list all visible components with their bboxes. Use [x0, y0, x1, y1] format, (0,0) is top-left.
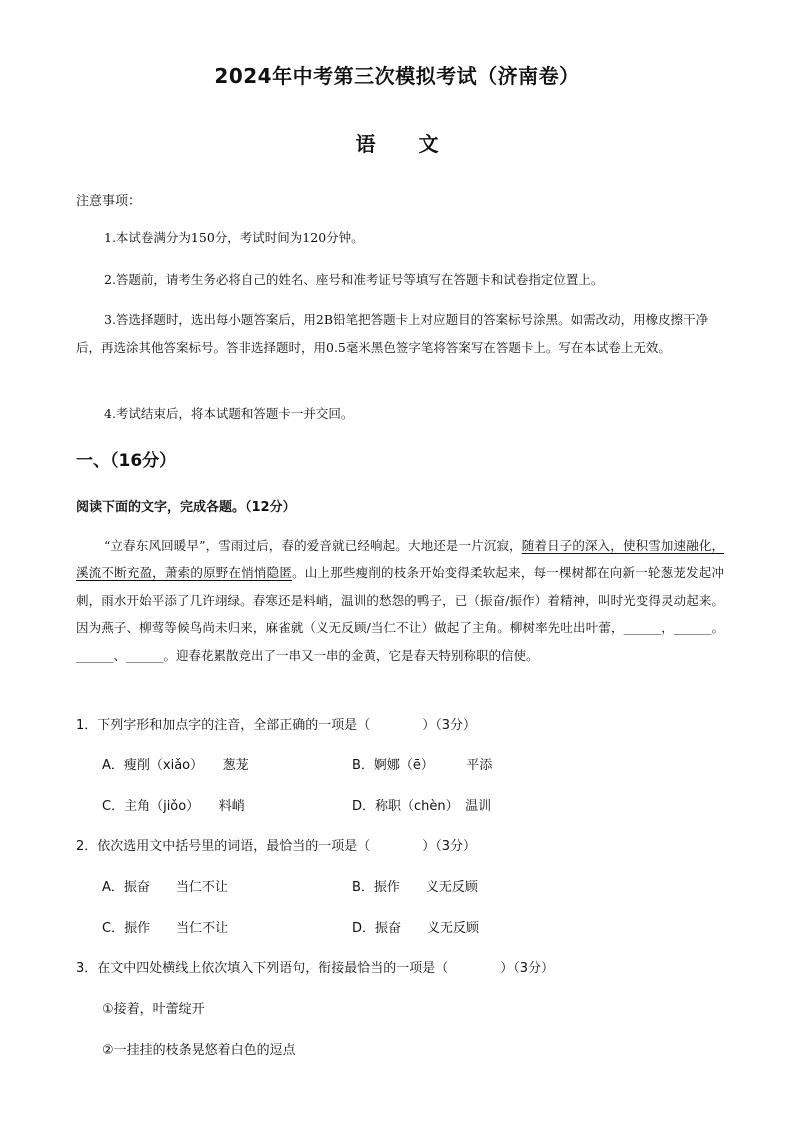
question-3-item-2: ②一挂挂的枝条晃悠着白色的逗点 [102, 1043, 296, 1058]
exam-subject: 语 文 [355, 132, 457, 156]
question-1-stem: 1．下列字形和加点字的注音，全部正确的一项是（ ）（3分） [76, 718, 477, 733]
question-3-stem: 3．在文中四处横线上依次填入下列语句，衔接最恰当的一项是（ ）（3分） [76, 961, 555, 976]
passage-text-1: “立春东风回暖早”，雪雨过后，春的爱音就已经响起。大地还是一片沉寂， [104, 538, 522, 553]
question-1-option-a: A．瘦削（xiǎo） 葱茏 [102, 758, 249, 773]
reading-instruction: 阅读下面的文字，完成各题。（12分） [76, 500, 296, 515]
notice-item-4: 4.考试结束后，将本试题和答题卡一并交回。 [104, 406, 354, 421]
question-1-option-b: B．婀娜（ē） 平添 [352, 758, 493, 773]
passage-text-2: 。山上那些瘦削的枝条开始变得柔软起来，每一棵树都在向新一轮葱茏发起冲刺，雨水开始平添了几许翊绿。春寒还是料峭，温训的愁怨的鸭子，已（振奋/振作）着精神，叫时光变得灵动起来。因为燕子、柳莺等候鸟尚未归来，麻雀就（义无反顾/当仁不让）做起了主角。柳树率先吐出叶蕾，______，______。______、______。迎春花累散竞出了一串又一串的金黄，它是春天特别称职的信使。 [76, 565, 724, 663]
question-1-option-d: D．称职（chèn） 温训 [352, 799, 492, 814]
exam-title: 2024年中考第三次模拟考试（济南卷） [214, 64, 580, 88]
notice-item-1: 1.本试卷满分为150分，考试时间为120分钟。 [104, 230, 364, 245]
question-3-item-1: ①接着，叶蕾绽开 [102, 1002, 205, 1017]
question-2-option-b: B．振作 义无反顾 [352, 880, 478, 895]
question-2-option-c: C．振作 当仁不让 [102, 921, 229, 936]
question-2-option-d: D．振奋 义无反顾 [352, 921, 480, 936]
question-2-option-a: A．振奋 当仁不让 [102, 880, 228, 895]
passage-underlined-sentence: 随着日子的深入，使积雪加速融化，溪流不断充盈，萧索的原野在悄悄隐匿 [76, 538, 724, 581]
question-2-stem: 2．依次选用文中括号里的词语，最恰当的一项是（ ）（3分） [76, 839, 477, 854]
notice-item-2: 2.答题前，请考生务必将自己的姓名、座号和准考证号等填写在答题卡和试卷指定位置上。 [104, 272, 604, 287]
notice-heading: 注意事项： [76, 194, 142, 209]
reading-passage [76, 532, 724, 669]
question-1-option-c: C．主角（jiǒo） 料峭 [102, 799, 245, 814]
section-heading: 一、（16分） [76, 451, 177, 471]
notice-item-3: 3.答选择题时，选出每小题答案后，用2B铅笔把答题卡上对应题目的答案标号涂黑。如需改动，用橡皮擦干净后，再选涂其他答案标号。答非选择题时，用0.5毫米黑色签字笔将答案写在答题卡上。写在本试卷上无效。 [76, 312, 709, 355]
